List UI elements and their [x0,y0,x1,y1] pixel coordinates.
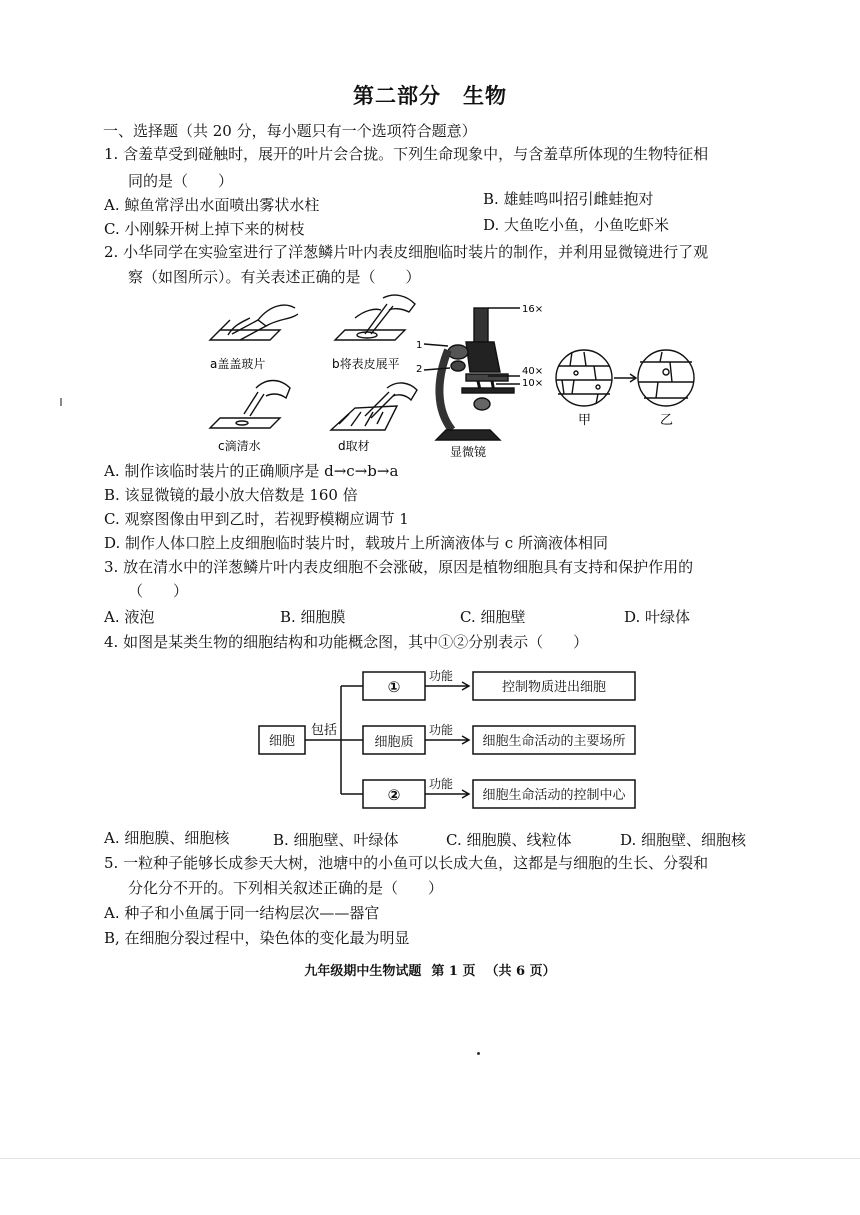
q1-option-b: B. 雄蛙鸣叫招引雌蛙抱对 [483,190,654,208]
q3-stem-line2: （ ） [128,582,189,600]
q4-stem: 4. 如图是某类生物的细胞结构和功能概念图，其中①②分别表示（ ） [104,633,589,651]
cell-label: 细胞 [268,734,296,749]
q1-option-c: C. 小刚躲开树上掉下来的树枝 [104,220,305,238]
box-1-label: ① [387,678,401,696]
step-a-label: a盖盖玻片 [210,357,266,371]
step-c-illustration [210,381,290,429]
footer-title: 九年级期中生物试题 [304,964,422,979]
section-heading: 一、选择题（共 20 分，每小题只有一个选项符合题意） [103,122,477,140]
include-branches [305,686,363,794]
q5-stem-line2: 分化分不开的。下列相关叙述正确的是（ ） [128,879,444,897]
q3-option-d: D. 叶绿体 [624,608,691,626]
step-c-label: c滴清水 [218,439,261,453]
scan-bottom-line [0,1158,860,1159]
footer-page: 第 1 页 [431,964,476,979]
q2-stem-line1: 2. 小华同学在实验室进行了洋葱鳞片叶内表皮细胞临时装片的制作，并利用显微镜进行了观 [104,243,709,261]
scan-edge-mark [60,398,62,406]
q2-stem-line2: 察（如图所示）。有关表述正确的是（ ） [128,268,421,286]
page-title [0,80,860,110]
q4-option-a: A. 细胞膜、细胞核 [104,829,230,847]
step-b-label: b将表皮展平 [332,357,400,371]
step-d-label: d取材 [338,439,370,453]
arrow-2 [425,736,469,744]
arrow-3 [425,790,469,798]
scan-speck [477,1052,480,1055]
function-label-1: 功能 [429,669,454,683]
footer-total: （共 6 页） [485,964,556,979]
slide-preparation-figure [200,290,700,458]
microscope-illustration [424,308,520,440]
q4-option-b: B. 细胞壁、叶绿体 [273,831,399,849]
q1-option-d: D. 大鱼吃小鱼，小鱼吃虾米 [483,216,670,234]
step-b-illustration [335,295,415,340]
function-label-2: 功能 [429,723,454,737]
page-footer [0,960,860,979]
q3-option-a: A. 液泡 [104,608,155,626]
q4-option-d: D. 细胞壁、细胞核 [620,831,747,849]
q2-option-a: A. 制作该临时装片的正确顺序是 d→c→b→a [104,462,399,480]
part-2-label: 2 [416,364,423,375]
arrow-1 [425,682,469,690]
q4-option-c: C. 细胞膜、线粒体 [446,831,572,849]
q2-option-c: C. 观察图像由甲到乙时，若视野模糊应调节 1 [104,510,409,528]
step-a-illustration [210,305,298,340]
subject-label: 生物 [463,83,507,108]
view-jia-label: 甲 [578,413,592,428]
cell-concept-diagram [255,660,650,820]
include-label: 包括 [311,723,338,738]
q1-stem-line2: 同的是（ ） [128,172,234,190]
q1-option-a: A. 鲸鱼常浮出水面喷出雾状水柱 [104,196,320,214]
q3-stem-line1: 3. 放在清水中的洋葱鳞片叶内表皮细胞不会涨破，原因是植物细胞具有支持和保护作用的 [104,558,694,576]
q5-option-a: A. 种子和小鱼属于同一结构层次——器官 [104,904,380,922]
part-label: 第二部分 [353,83,441,108]
result-1-label: 控制物质进出细胞 [501,680,607,695]
cell-view-yi [638,350,694,406]
q2-option-b: B. 该显微镜的最小放大倍数是 160 倍 [104,486,358,504]
objective-40-label: 40× [522,366,544,377]
part-1-label: 1 [416,340,423,351]
function-label-3: 功能 [429,777,454,791]
result-2-label: 细胞生命活动的主要场所 [482,734,626,749]
q2-option-d: D. 制作人体口腔上皮细胞临时装片时，载玻片上所滴液体与 c 所滴液体相同 [104,534,608,552]
q3-option-b: B. 细胞膜 [280,608,346,626]
cell-view-jia [556,350,612,406]
box-2-label: 细胞质 [374,735,414,750]
q5-option-b: B, 在细胞分裂过程中，染色体的变化最为明显 [104,929,410,947]
arrow-jia-to-yi [614,374,636,382]
q1-stem-line1: 1. 含羞草受到碰触时，展开的叶片会合拢。下列生命现象中，与含羞草所体现的生物特征相 [104,145,709,163]
view-yi-label: 乙 [660,413,674,428]
step-d-illustration [331,383,417,430]
microscope-label: 显微镜 [450,445,487,458]
q5-stem-line1: 5. 一粒种子能够长成参天大树，池塘中的小鱼可以长成大鱼，这都是与细胞的生长、分裂和 [104,854,709,872]
box-3-label: ② [387,786,401,804]
q3-option-c: C. 细胞壁 [460,608,526,626]
result-3-label: 细胞生命活动的控制中心 [482,788,626,803]
objective-10-label: 10× [522,378,544,389]
eyepiece-label: 16× [522,304,544,315]
